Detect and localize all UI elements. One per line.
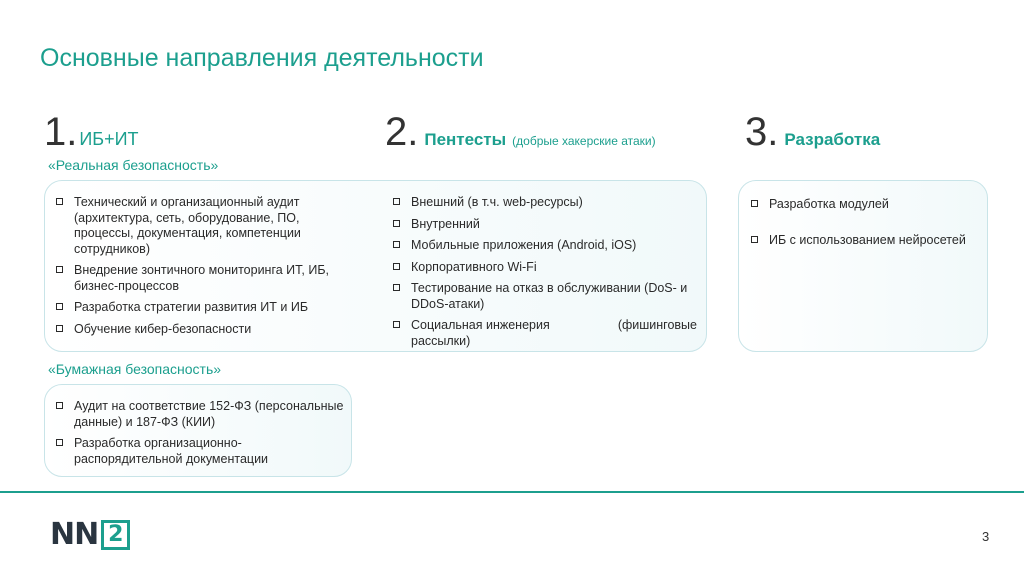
- section-1-title: ИБ+ИТ: [79, 129, 139, 149]
- page-number: 3: [982, 529, 990, 544]
- subhead-paper-security: «Бумажная безопасность»: [48, 361, 222, 377]
- list-item: Корпоративного Wi-Fi: [387, 260, 697, 276]
- checkbox-bullet-icon: [393, 220, 400, 227]
- checkbox-bullet-icon: [393, 284, 400, 291]
- list-item: Технический и организационный аудит (архитектура, сеть, оборудование, ПО, процессы, документация, компетенции сотрудников): [50, 195, 340, 257]
- list-item: Разработка организационно-распорядительной документации: [50, 436, 345, 467]
- list-item: Обучение кибер-безопасности: [50, 322, 340, 338]
- checkbox-bullet-icon: [56, 439, 63, 446]
- list-item: Аудит на соответствие 152-ФЗ (персональные данные) и 187-ФЗ (КИИ): [50, 399, 345, 430]
- list-item: Внешний (в т.ч. web-ресурсы): [387, 195, 697, 211]
- section-1-header: [44, 110, 139, 155]
- checkbox-bullet-icon: [751, 236, 758, 243]
- checkbox-bullet-icon: [393, 263, 400, 270]
- section-3-title: Разработка: [784, 130, 881, 149]
- list-item: Внедрение зонтичного мониторинга ИТ, ИБ, бизнес-процессов: [50, 263, 340, 294]
- section-2-title: Пентесты: [424, 130, 507, 149]
- checkbox-bullet-icon: [56, 402, 63, 409]
- list-item: Разработка стратегии развития ИТ и ИБ: [50, 300, 340, 316]
- social-engineering-row: Социальная инженерия (фишинговые: [411, 318, 697, 332]
- section-2-header: [385, 110, 656, 155]
- footer-divider: [0, 491, 1024, 493]
- list-item: Внутренний: [387, 217, 697, 233]
- development-list: [745, 197, 980, 254]
- list-item: Социальная инженерия (фишинговые рассылки): [387, 318, 697, 349]
- checkbox-bullet-icon: [393, 321, 400, 328]
- section-3-header: [745, 110, 880, 155]
- pentest-list: [387, 195, 697, 355]
- checkbox-bullet-icon: [56, 266, 63, 273]
- section-1-number: 1.: [44, 110, 78, 154]
- list-item: ИБ с использованием нейросетей: [745, 233, 980, 249]
- section-3-number: 3.: [745, 110, 779, 154]
- section-2-number: 2.: [385, 110, 419, 154]
- paper-security-list: [50, 399, 345, 473]
- section-2-subtitle: (добрые хакерские атаки): [512, 134, 656, 148]
- checkbox-bullet-icon: [56, 325, 63, 332]
- real-security-list: [50, 195, 340, 343]
- list-item: Тестирование на отказ в обслуживании (DoS- и DDoS-атаки): [387, 281, 697, 312]
- logo-box-icon: 2: [101, 520, 130, 550]
- subhead-real-security: «Реальная безопасность»: [48, 157, 219, 173]
- checkbox-bullet-icon: [56, 198, 63, 205]
- checkbox-bullet-icon: [751, 200, 758, 207]
- company-logo: NN 2: [50, 517, 130, 552]
- list-item: Мобильные приложения (Android, iOS): [387, 238, 697, 254]
- slide-title: Основные направления деятельности: [40, 44, 484, 72]
- checkbox-bullet-icon: [393, 241, 400, 248]
- list-item: Разработка модулей: [745, 197, 980, 213]
- checkbox-bullet-icon: [393, 198, 400, 205]
- checkbox-bullet-icon: [56, 303, 63, 310]
